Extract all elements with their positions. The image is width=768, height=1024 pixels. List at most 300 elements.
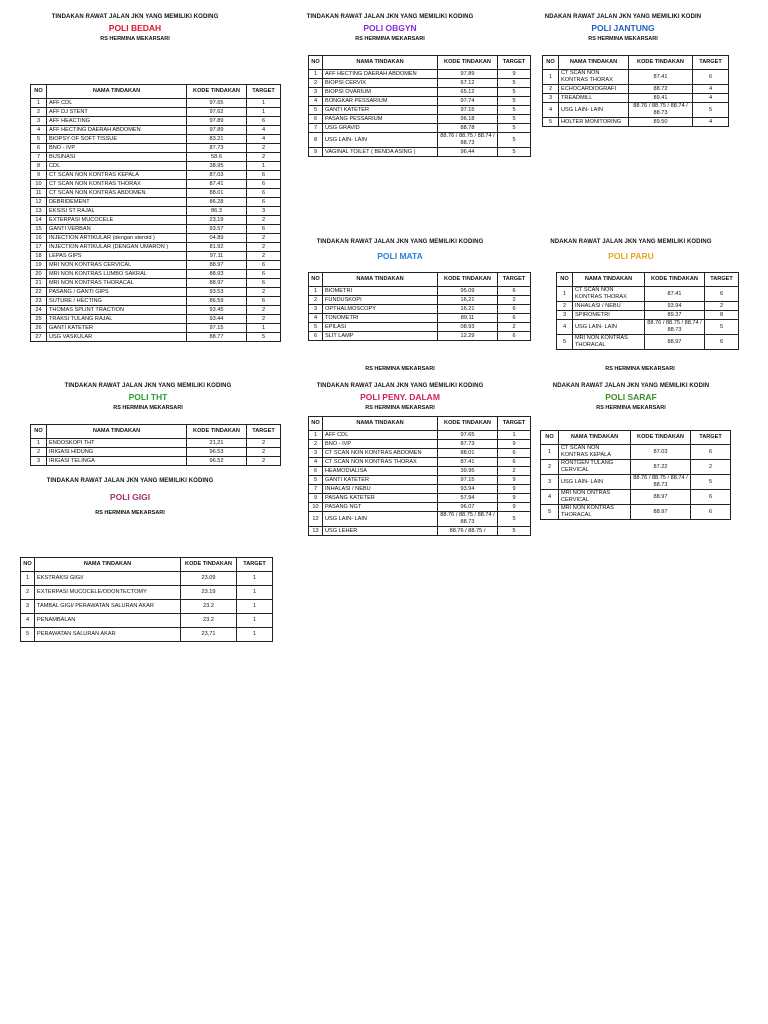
row-nama-tindakan: AFF CDL	[323, 431, 438, 440]
row-no: 9	[309, 494, 323, 503]
row-no: 2	[309, 440, 323, 449]
row-nama-tindakan: SPIROMETRI	[573, 311, 645, 320]
poli-name: POLI GIGI	[109, 492, 151, 502]
row-target: 6	[498, 314, 531, 323]
table-row	[31, 457, 281, 466]
row-nama-tindakan: INHALASI / NEBU	[323, 485, 438, 494]
row-no: 5	[557, 335, 573, 350]
section-title: NDAKAN RAWAT JALAN JKN YANG MEMILIKI KODING	[550, 239, 712, 245]
row-no: 9	[309, 148, 323, 157]
section-title: TINDAKAN RAWAT JALAN JKN YANG MEMILIKI KODING	[306, 14, 474, 20]
row-nama-tindakan: CT SCAN NON KONTRAS THORAX	[323, 458, 438, 467]
row-kode-tindakan: 65.12	[438, 88, 498, 97]
row-no: 10	[31, 180, 47, 189]
table-row	[31, 261, 281, 270]
row-kode-tindakan: 86.3	[187, 207, 247, 216]
row-target: 6	[247, 171, 281, 180]
row-nama-tindakan: PASANG NGT	[323, 503, 438, 512]
table-row	[31, 180, 281, 189]
row-kode-tindakan: 12.29	[438, 332, 498, 341]
row-nama-tindakan: AFF HECTING DAERAH ABDOMEN	[323, 70, 438, 79]
row-target: 2	[247, 252, 281, 261]
section-title: TINDAKAN RAWAT JALAN JKN YANG MEMILIKI KODING	[64, 383, 232, 389]
row-no: 3	[309, 88, 323, 97]
row-kode-tindakan: 58.6	[187, 153, 247, 162]
row-kode-tindakan: 97.65	[187, 99, 247, 108]
row-target: 9	[498, 476, 531, 485]
poli-name: POLI SARAF	[605, 392, 657, 402]
row-kode-tindakan: 88.76 / 88.75 / 88.74 / 88.73	[645, 320, 705, 335]
table-row	[543, 85, 729, 94]
row-no: 20	[31, 270, 47, 279]
row-nama-tindakan: USG LAIN- LAIN	[323, 512, 438, 527]
row-target: 6	[247, 225, 281, 234]
row-target: 3	[247, 207, 281, 216]
row-kode-tindakan: 89.41	[629, 94, 693, 103]
row-nama-tindakan: GANTI KATETER	[47, 324, 187, 333]
row-target: 6	[247, 117, 281, 126]
row-no: 6	[31, 144, 47, 153]
row-target: 1	[237, 614, 273, 628]
row-no: 14	[31, 216, 47, 225]
col-kode: KODE TINDAKAN	[631, 431, 691, 445]
row-kode-tindakan: 93.53	[187, 288, 247, 297]
row-kode-tindakan: 81.92	[187, 243, 247, 252]
row-kode-tindakan: 88.93	[187, 270, 247, 279]
table-row	[21, 614, 273, 628]
row-no: 3	[557, 311, 573, 320]
row-kode-tindakan: 88.76 / 88.75 / 88.74 / 88.73	[438, 512, 498, 527]
col-target: TARGET	[498, 56, 531, 70]
table-row	[31, 324, 281, 333]
row-kode-tindakan: 97.62	[187, 108, 247, 117]
row-target: 6	[247, 270, 281, 279]
row-target: 5	[498, 115, 531, 124]
row-nama-tindakan: AFF HECTING DAERAH ABDOMEN	[47, 126, 187, 135]
row-target: 2	[498, 467, 531, 476]
row-target: 2	[247, 153, 281, 162]
col-target: TARGET	[498, 417, 531, 431]
row-no: 3	[31, 117, 47, 126]
col-kode: KODE TINDAKAN	[438, 56, 498, 70]
row-no: 6	[309, 332, 323, 341]
row-kode-tindakan: 97.74	[438, 97, 498, 106]
table-row	[557, 335, 739, 350]
row-nama-tindakan: IRIGASI HIDUNG	[47, 448, 187, 457]
header-poli-peny-dalam	[310, 383, 490, 411]
row-kode-tindakan: 23,71	[181, 628, 237, 642]
row-target: 6	[247, 297, 281, 306]
col-target: TARGET	[247, 425, 281, 439]
table-row	[557, 320, 739, 335]
row-nama-tindakan: EKSTRAKSI GIGI/	[35, 572, 181, 586]
header-poli-paru	[546, 239, 716, 261]
row-target: 2	[247, 315, 281, 324]
peny-dalam-clip	[308, 416, 532, 544]
row-no: 5	[543, 118, 559, 127]
table-row	[309, 287, 531, 296]
row-kode-tindakan: 88.97	[187, 261, 247, 270]
table-row	[31, 288, 281, 297]
row-target: 6	[247, 189, 281, 198]
row-kode-tindakan: 87.03	[187, 171, 247, 180]
table-row	[31, 117, 281, 126]
row-no: 23	[31, 297, 47, 306]
row-target: 5	[691, 475, 731, 490]
row-no: 1	[21, 572, 35, 586]
row-no: 2	[557, 302, 573, 311]
row-target: 1	[247, 108, 281, 117]
table-poli-tht	[30, 424, 281, 466]
col-no: NO	[541, 431, 559, 445]
row-nama-tindakan: VAGINAL TOILET ( BENDA ASING )	[323, 148, 438, 157]
row-nama-tindakan: PERAWATAN SALURAN AKAR	[35, 628, 181, 642]
table-row	[309, 296, 531, 305]
row-no: 1	[541, 445, 559, 460]
row-nama-tindakan: USG LAIN- LAIN	[559, 103, 629, 118]
row-no: 19	[31, 261, 47, 270]
row-target: 9	[498, 70, 531, 79]
row-kode-tindakan: 38.95	[187, 162, 247, 171]
row-kode-tindakan: 89.37	[645, 311, 705, 320]
row-nama-tindakan: MRI NON KONTRAS CERVICAL	[47, 261, 187, 270]
row-target: 6	[691, 445, 731, 460]
table-row	[309, 124, 531, 133]
row-target: 6	[498, 305, 531, 314]
row-target: 9	[498, 485, 531, 494]
row-target: 2	[247, 457, 281, 466]
row-kode-tindakan: 88.77	[187, 333, 247, 342]
row-nama-tindakan: CT SCAN NON KONTRAS KEPALA	[47, 171, 187, 180]
row-nama-tindakan: HOLTER MONITORING	[559, 118, 629, 127]
row-target: 2	[247, 439, 281, 448]
row-no: 1	[31, 99, 47, 108]
row-kode-tindakan: 23.19	[181, 586, 237, 600]
row-no: 1	[309, 287, 323, 296]
row-target: 5	[498, 88, 531, 97]
row-target: 9	[498, 494, 531, 503]
row-no: 7	[309, 124, 323, 133]
row-target: 1	[237, 600, 273, 614]
row-nama-tindakan: IRIGASI TELINGA	[47, 457, 187, 466]
row-kode-tindakan: 23.19	[187, 216, 247, 225]
row-no: 3	[541, 475, 559, 490]
row-no: 6	[309, 467, 323, 476]
row-nama-tindakan: MRI NON KONTRAS THORACAL	[573, 335, 645, 350]
row-no: 5	[541, 505, 559, 520]
row-target: 6	[498, 458, 531, 467]
row-nama-tindakan: PASANG KATETER	[323, 494, 438, 503]
row-nama-tindakan: INHALASI / NEBU	[573, 302, 645, 311]
col-kode: KODE TINDAKAN	[181, 558, 237, 572]
poli-name: POLI OBGYN	[363, 23, 417, 33]
row-no: 21	[31, 279, 47, 288]
row-nama-tindakan: FUNDUSKOPI	[323, 296, 438, 305]
row-no: 2	[543, 85, 559, 94]
row-target: 2	[705, 302, 739, 311]
row-no: 4	[541, 490, 559, 505]
col-kode: KODE TINDAKAN	[645, 273, 705, 287]
row-kode-tindakan: 16.21	[438, 305, 498, 314]
col-nama: NAMA TINDAKAN	[35, 558, 181, 572]
row-target: 5	[498, 97, 531, 106]
row-nama-tindakan: INJECTION ARTIKULAR (DENGAN UMARON )	[47, 243, 187, 252]
row-target: 2	[498, 323, 531, 332]
row-nama-tindakan: CT SCAN NON KONTRAS KEPALA	[559, 445, 631, 460]
row-kode-tindakan: 67.12	[438, 79, 498, 88]
row-target: 5	[498, 106, 531, 115]
row-kode-tindakan: 87.22	[631, 460, 691, 475]
row-nama-tindakan: TAMBAL GIGI/ PERAWATAN SALURAN AKAR	[35, 600, 181, 614]
row-kode-tindakan: 89.50	[629, 118, 693, 127]
row-target: 4	[247, 126, 281, 135]
table-row	[31, 189, 281, 198]
table-row	[541, 445, 731, 460]
row-nama-tindakan: RONTGEN TULANG CERVICAL	[559, 460, 631, 475]
row-nama-tindakan: AFF HEACTING	[47, 117, 187, 126]
row-kode-tindakan: 39.95	[438, 467, 498, 476]
row-kode-tindakan: 93.57	[187, 225, 247, 234]
table-poli-obgyn	[308, 55, 531, 157]
table-row	[543, 118, 729, 127]
row-no: 3	[543, 94, 559, 103]
row-kode-tindakan: 97.15	[438, 106, 498, 115]
table-row	[31, 315, 281, 324]
row-no: 2	[31, 108, 47, 117]
row-no: 8	[309, 133, 323, 148]
col-target: TARGET	[237, 558, 273, 572]
table-row	[31, 306, 281, 315]
row-kode-tindakan: 83.21	[187, 135, 247, 144]
row-kode-tindakan: 93.94	[645, 302, 705, 311]
row-no: 3	[21, 600, 35, 614]
row-kode-tindakan: 97.15	[187, 324, 247, 333]
table-row	[31, 108, 281, 117]
col-nama: NAMA TINDAKAN	[47, 425, 187, 439]
row-nama-tindakan: OPTHALMOSCOPY	[323, 305, 438, 314]
col-no: NO	[543, 56, 559, 70]
row-kode-tindakan: 97.89	[187, 117, 247, 126]
row-target: 4	[693, 94, 729, 103]
row-kode-tindakan: 04.89	[187, 234, 247, 243]
section-title: TINDAKAN RAWAT JALAN JKN YANG MEMILIKI KODING	[316, 383, 484, 389]
row-kode-tindakan: 88.76 / 88.75 / 88.74 / 88.73	[438, 133, 498, 148]
table-row	[31, 171, 281, 180]
row-nama-tindakan: EPILASI	[323, 323, 438, 332]
row-kode-tindakan: 96.07	[438, 503, 498, 512]
section-title: NDAKAN RAWAT JALAN JKN YANG MEMILIKI KODIN	[544, 14, 702, 20]
table-row	[309, 133, 531, 148]
table-row	[309, 148, 531, 157]
row-nama-tindakan: PASANG PESSARIUM	[323, 115, 438, 124]
table-row	[541, 505, 731, 520]
row-nama-tindakan: USG GRAVID	[323, 124, 438, 133]
col-nama: NAMA TINDAKAN	[47, 85, 187, 99]
row-nama-tindakan: GANTI VERBAN	[47, 225, 187, 234]
table-row	[31, 144, 281, 153]
row-target: 5	[693, 103, 729, 118]
section-title: TINDAKAN RAWAT JALAN JKN YANG MEMILIKI KODING	[46, 478, 214, 484]
hospital-name: RS HERMINA MEKARSARI	[95, 510, 165, 516]
row-kode-tindakan: 88.97	[631, 490, 691, 505]
header-poli-saraf	[546, 383, 716, 411]
row-target: 2	[247, 243, 281, 252]
row-nama-tindakan: BUSINASI	[47, 153, 187, 162]
row-target: 5	[498, 79, 531, 88]
table-row	[31, 333, 281, 342]
row-kode-tindakan: 86.28	[187, 198, 247, 207]
table-row	[31, 279, 281, 288]
row-kode-tindakan: 88.01	[187, 189, 247, 198]
table-row	[543, 70, 729, 85]
row-target: 6	[247, 261, 281, 270]
row-target: 1	[237, 572, 273, 586]
table-row	[31, 198, 281, 207]
row-no: 4	[557, 320, 573, 335]
table-row	[309, 79, 531, 88]
row-nama-tindakan: EKSISI ST RAJAL	[47, 207, 187, 216]
row-kode-tindakan: 95.09	[438, 287, 498, 296]
header-poli-bedah	[30, 14, 240, 42]
row-nama-tindakan: LEPAS GIPS	[47, 252, 187, 261]
row-nama-tindakan: BONGKAR PESSARIUM	[323, 97, 438, 106]
row-nama-tindakan: CT SCAN NON KONTRAS ABDOMEN	[323, 449, 438, 458]
row-no: 10	[309, 503, 323, 512]
col-kode: KODE TINDAKAN	[438, 417, 498, 431]
row-kode-tindakan: 23.09	[181, 572, 237, 586]
col-no: NO	[31, 85, 47, 99]
col-no: NO	[31, 425, 47, 439]
row-no: 27	[31, 333, 47, 342]
row-kode-tindakan: 88.97	[645, 335, 705, 350]
table-row	[309, 106, 531, 115]
row-kode-tindakan: 23.2	[181, 614, 237, 628]
row-target: 5	[705, 320, 739, 335]
row-no: 5	[21, 628, 35, 642]
row-nama-tindakan: CT SCAN NON KONTRAS THORAX	[559, 70, 629, 85]
row-target: 1	[237, 628, 273, 642]
table-row	[309, 527, 531, 536]
row-nama-tindakan: GANTI KATETER	[323, 476, 438, 485]
row-target: 6	[498, 449, 531, 458]
row-no: 22	[31, 288, 47, 297]
header-poli-mata	[310, 239, 490, 261]
col-no: NO	[21, 558, 35, 572]
row-kode-tindakan: 86.59	[187, 297, 247, 306]
row-kode-tindakan: 87.41	[629, 70, 693, 85]
row-nama-tindakan: AFF DJ STENT	[47, 108, 187, 117]
row-no: 24	[31, 306, 47, 315]
section-title: TINDAKAN RAWAT JALAN JKN YANG MEMILIKI KODING	[51, 14, 219, 20]
poli-name: POLI JANTUNG	[591, 23, 655, 33]
row-no: 4	[543, 103, 559, 118]
table-row	[31, 207, 281, 216]
row-nama-tindakan: USG LAIN- LAIN	[323, 133, 438, 148]
row-kode-tindakan: 87.73	[187, 144, 247, 153]
row-kode-tindakan: 97.89	[187, 126, 247, 135]
row-nama-tindakan: MRI NON KONTRAS THORACAL	[47, 279, 187, 288]
row-target: 5	[247, 333, 281, 342]
row-nama-tindakan: DEBRIDEMENT	[47, 198, 187, 207]
row-target: 2	[247, 288, 281, 297]
row-no: 5	[309, 323, 323, 332]
table-poli-bedah	[30, 84, 281, 342]
col-no: NO	[557, 273, 573, 287]
row-kode-tindakan: 97.65	[438, 431, 498, 440]
row-no: 4	[309, 458, 323, 467]
poli-name: POLI PENY. DALAM	[360, 392, 440, 402]
row-nama-tindakan: THOMAS SPLINT TRACTION	[47, 306, 187, 315]
row-no: 1	[557, 287, 573, 302]
row-kode-tindakan: 88.76 / 88.75 / 88.74 / 88.73	[631, 475, 691, 490]
row-kode-tindakan: 88.97	[187, 279, 247, 288]
col-nama: NAMA TINDAKAN	[559, 56, 629, 70]
row-target: 6	[247, 279, 281, 288]
row-nama-tindakan: CT SCAN NON KONTRAS THORAX	[573, 287, 645, 302]
table-row	[309, 70, 531, 79]
row-target: 4	[247, 135, 281, 144]
row-kode-tindakan: 89.11	[438, 314, 498, 323]
table-poli-gigi	[20, 557, 273, 642]
row-kode-tindakan: 88.72	[629, 85, 693, 94]
col-target: TARGET	[498, 273, 531, 287]
table-row	[309, 458, 531, 467]
row-kode-tindakan: 96.18	[438, 115, 498, 124]
table-row	[31, 153, 281, 162]
row-target: 1	[498, 431, 531, 440]
table-row	[31, 439, 281, 448]
table-row	[309, 494, 531, 503]
row-target: 1	[247, 162, 281, 171]
row-no: 5	[309, 106, 323, 115]
table-row	[541, 475, 731, 490]
row-target: 5	[498, 124, 531, 133]
poli-name: POLI MATA	[377, 251, 423, 261]
table-row	[309, 431, 531, 440]
table-row	[309, 449, 531, 458]
row-no: 4	[21, 614, 35, 628]
table-row	[309, 467, 531, 476]
row-kode-tindakan: 96.52	[187, 457, 247, 466]
row-nama-tindakan: USG LAIN- LAIN	[573, 320, 645, 335]
row-nama-tindakan: SLIT LAMP	[323, 332, 438, 341]
table-row	[31, 216, 281, 225]
row-nama-tindakan: TREADMILL	[559, 94, 629, 103]
row-target: 2	[247, 144, 281, 153]
row-no: 17	[31, 243, 47, 252]
table-row	[309, 476, 531, 485]
row-nama-tindakan: USG LEHER	[323, 527, 438, 536]
table-row	[31, 243, 281, 252]
row-target: 2	[247, 216, 281, 225]
table-row	[543, 94, 729, 103]
col-target: TARGET	[693, 56, 729, 70]
row-kode-tindakan: 88.97	[631, 505, 691, 520]
table-row	[309, 440, 531, 449]
poli-name: POLI THT	[128, 392, 168, 402]
row-nama-tindakan: MRI NON KONTRAS LUMBO SAKRAL	[47, 270, 187, 279]
row-kode-tindakan: 87.41	[187, 180, 247, 189]
header-poli-gigi	[30, 478, 230, 516]
row-target: 6	[691, 490, 731, 505]
row-nama-tindakan: EXTERPASI MUCOCELE/ODONTECTOMY	[35, 586, 181, 600]
row-no: 9	[31, 171, 47, 180]
row-kode-tindakan: 97.89	[438, 70, 498, 79]
table-poli-paru	[556, 272, 739, 350]
row-no: 7	[309, 485, 323, 494]
table-row	[31, 126, 281, 135]
table-row	[309, 512, 531, 527]
